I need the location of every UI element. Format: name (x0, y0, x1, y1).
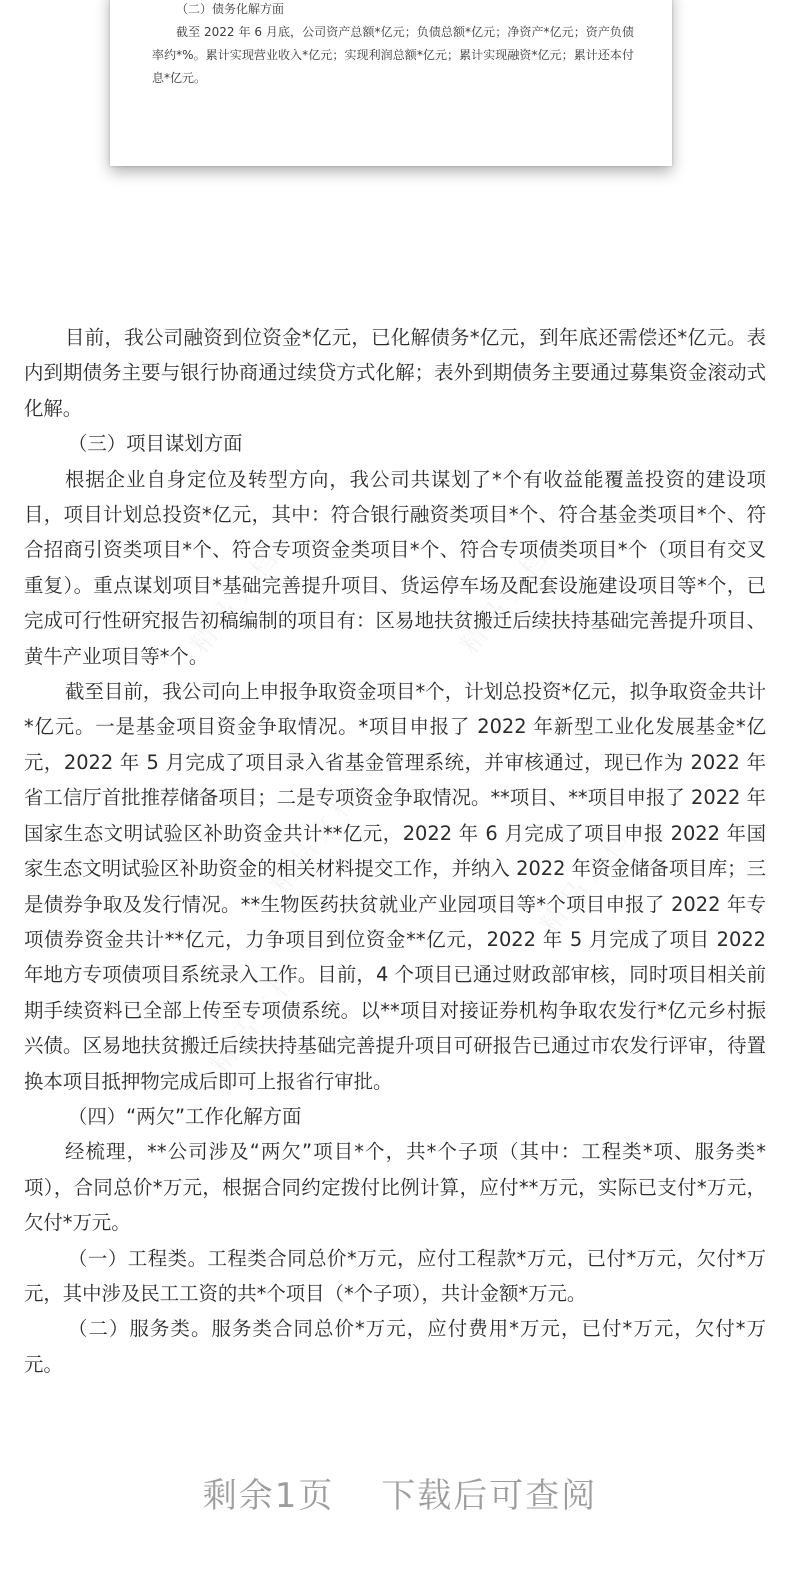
section-heading-project-planning: （三）项目谋划方面 (68, 432, 243, 456)
remaining-pages-label: 剩余1页 (202, 1476, 335, 1516)
paragraph-debt-funding: 目前，我公司融资到位资金*亿元，已化解债务*亿元，到年底还需偿还*亿元。表内到期债务主要与银行协商通过续贷方式化解；表外到期债务主要通过募集资金滚动式化解。 (24, 326, 766, 420)
page-preview-card (110, 0, 672, 166)
paragraph-fund-application: 截至目前，我公司向上申报争取资金项目*个，计划总投资*亿元，拟争取资金共计*亿元。一是基金项目资金争取情况。*项目申报了 2022 年新型工业化发展基金*亿元，2022 年 5 月完成了项目录入省基金管理系统，并审核通过，现已作为 2022 年省工信厅首批推荐储备项目；二是专项资金争取情况。**项目、**项目申报了 2022 年国家生态文明试验区补助资金共计**亿元，2022 年 6 月完成了项目申报 2022 年国家生态文明试验区补助资金的相关材料提交工作，并纳入 2022 年资金储备项目库；三是债券争取及发行情况。**生物医药扶贫就业产业园项目等*个项目申报了 2022 年专项债券资金共计**亿元，力争项目到位资金**亿元，2022 年 5 月完成了项目 2022 年地方专项债项目系统录入工作。目前，4 个项目已通过财政部审核，同时项目相关前期手续资料已全部上传至专项债系统。以**项目对接证券机构争取农发行*亿元乡村振兴债。区易地扶贫搬迁后续扶持基础完善提升项目可研报告已通过市农发行评审，待置换本项目抵押物完成后即可上报省行审批。 (24, 680, 766, 1093)
paragraph-engineering-category: （一）工程类。工程类合同总价*万元，应付工程款*万元，已付*万元，欠付*万元，其中涉及民工工资的共*个项目（*个子项），共计金额*万元。 (24, 1246, 766, 1305)
document-body (24, 320, 766, 1382)
preview-heading: （二）债务化解方面 (176, 2, 285, 16)
preview-paragraph: 截至 2022 年 6 月底，公司资产总额*亿元；负债总额*亿元；净资产*亿元；资产负债率约*%。累计实现营业收入*亿元；实现利润总额*亿元；累计实现融资*亿元；累计还本付息*亿元。 (152, 25, 634, 85)
section-heading-two-arrears: （四）“两欠”工作化解方面 (68, 1104, 302, 1128)
paragraph-project-planning: 根据企业自身定位及转型方向，我公司共谋划了*个有收益能覆盖投资的建设项目，项目计划总投资*亿元，其中：符合银行融资类项目*个、符合基金类项目*个、符合招商引资类项目*个、符合专项资金类项目*个、符合专项债类项目*个（项目有交叉重复）。重点谋划项目*基础完善提升项目、货运停车场及配套设施建设项目等*个，已完成可行性研究报告初稿编制的项目有：区易地扶贫搬迁后续扶持基础完善提升项目、黄牛产业项目等*个。 (24, 467, 766, 668)
paragraph-two-arrears-summary: 经梳理，**公司涉及“两欠”项目*个，共*个子项（其中：工程类*项、服务类*项），合同总价*万元，根据合同约定拨付比例计算，应付**万元，实际已支付*万元，欠付*万元。 (24, 1140, 766, 1235)
paragraph-service-category: （二）服务类。服务类合同总价*万元，应付费用*万元，已付*万元，欠付*万元。 (24, 1317, 766, 1376)
download-to-view-label: 下载后可查阅 (381, 1476, 598, 1516)
download-prompt[interactable] (0, 1468, 800, 1517)
